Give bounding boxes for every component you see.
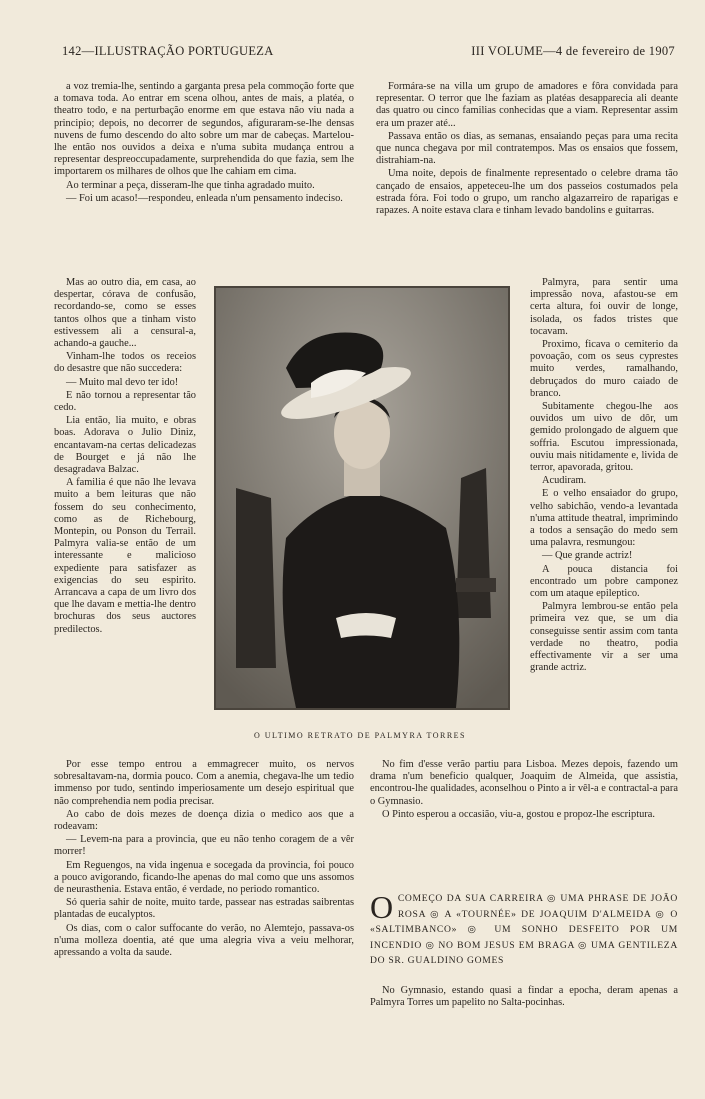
paragraph: Formára-se na villa um grupo de amadores e fôra convidada para representar. O terror que lhe faziam as platéas desapparecia ali deante das quatro ou cinco familias conhecidas que a viam. Representar assim era um prazer até... [376, 81, 678, 129]
paragraph: — Levem-na para a provincia, que eu não tenho coragem de a vêr morrer! [54, 834, 354, 858]
paragraph: — Que grande actriz! [542, 550, 633, 562]
paragraph: No fim d'esse verão partiu para Lisboa. Mezes depois, fazendo um drama n'um beneficio qualquer, Joaquim de Almeida, que assistia, encontrou-lhe qualidades, aconselhou o Pinto a ir vêl-a e contractal-a para o Gymnasio. [370, 759, 678, 807]
text-column-left-narrow [54, 277, 196, 637]
paragraph: Proximo, ficava o cemiterio da povoação, com os seus cyprestes muito verdes, ramalhando, debruçados do muro caiado de branco. [530, 339, 678, 399]
paragraph: — Muito mal devo ter ido! [66, 376, 179, 388]
paragraph: Vinham-lhe todos os receios do desastre que não succedera: [54, 351, 196, 375]
paragraph: — Foi um acaso!—respondeu, enleada n'um pensamento indeciso. [66, 192, 343, 204]
paragraph: Por esse tempo entrou a emmagrecer muito, os nervos sobresaltavam-na, dormia pouco. Com a anemia, chegava-lhe um tedio immenso por tudo, sentindo imperiosamente um desejo espiritual que não comprehendia nem podia precisar. [54, 759, 354, 807]
paragraph: Ao cabo de dois mezes de doença dizia o medico aos que a rodeavam: [54, 808, 354, 833]
text-column-right-bottom [370, 759, 678, 822]
paragraph: A familia é que não lhe levava muito a bem leituras que não fossem do seu conhecimento, como as de Richebourg, Montepin, ou Ponson du Terrail. Palmyra valia-se então de um interessante e malicioso expediente para satisfazer as exigencias do seu espirito. Arrancava a capa de um livro dos que lhe davam e mettia-lhe dentro brochuras dos seus auctores predilectos. [54, 477, 196, 635]
paragraph: Lia então, lia muito, e obras boas. Adorava o Julio Diniz, encantavam-na certas delicadezas de Bourget e já não lhe desagradava Balzac. [54, 415, 196, 476]
paragraph: Os dias, com o calor suffocante do verão, no Alemtejo, passava-os n'uma molleza doentia, até que uma alegria viva a veiu melhorar, apressando a volta da saude. [54, 922, 354, 959]
portrait-illustration [216, 288, 508, 708]
paragraph: Mas ao outro dia, em casa, ao despertar, córava de confusão, recordando-se, como se esses tantos olhos que a tinham visto estivessem ali a censural-a, achando-a gauche... [54, 277, 196, 350]
summary-dropcap: O [370, 889, 394, 925]
paragraph: a voz tremia-lhe, sentindo a garganta presa pela commoção forte que a tomava toda. Ao entrar em scena olhou, antes de mais, a platéa, o theatro todo, e na perturbação enorme em que estava não viu nada a principio; depois, no decorrer de segundos, afiguraram-se-lhe densas nuvens de fumo descendo do alto sobre um mar de cabeças. Martelou-lhe então nos ouvidos a deixa e n'uma subita mudança entrou a representar despreoccupadamente, surprehendida do que fazia, sem lhe importarem os milhares de olhos que lhe cahiam em cima. [54, 81, 354, 178]
paragraph: Uma noite, depois de finalmente representado o celebre drama tão cançado de ensaios, appeteceu-lhe um dos passeios costumados pela estrada fóra. Foi todo o grupo, um rancho algazarreiro de raparigas e rapazes. A noite estava clara e tinham levado bandolins e guitarras. [376, 168, 678, 217]
chapter-summary [370, 891, 678, 969]
paragraph: No Gymnasio, estando quasi a findar a epocha, deram apenas a Palmyra Torres um papelito no Salta-pocinhas. [370, 985, 678, 1009]
portrait-photo [214, 286, 510, 710]
paragraph: Acudiram. [542, 475, 587, 487]
text-column-right-narrow [530, 277, 678, 676]
paragraph: Só queria sahir de noite, muito tarde, passear nas estradas saibrentas plantadas de eucalyptos. [54, 897, 354, 921]
paragraph: Passava então os dias, as semanas, ensaiando peças para uma recita que nunca chegava por mil contratempos. Mas os ensaios que fossem, distrahiam-na. [376, 130, 678, 167]
paragraph: E não tornou a representar tão cedo. [54, 389, 196, 414]
paragraph: Palmyra lembrou-se então pela primeira vez que, se um dia conseguisse sentir assim com tanta verdade no theatro, podia effectivamente vir a ser uma grande actriz. [530, 601, 678, 674]
photo-caption: O ULTIMO RETRATO DE PALMYRA TORRES [254, 731, 466, 740]
paragraph: Ao terminar a peça, disseram-lhe que tinha agradado muito. [66, 179, 315, 191]
text-column-left-bottom [54, 759, 354, 960]
text-column-left-top [54, 81, 354, 206]
summary-text: COMEÇO DA SUA CARREIRA ◎ UMA PHRASE DE JOÃO ROSA ◎ A «TOURNÉE» DE JOAQUIM D'ALMEIDA ◎ O «SALTIMBANCO» ◎ UM SONHO DESFEITO POR UM INCENDIO ◎ NO BOM JESUS EM BRAGA ◎ UMA GENTILEZA DO SR. GUALDINO GOMES [370, 893, 678, 966]
paragraph: E o velho ensaiador do grupo, velho sabichão, vendo-a levantada n'uma attitude theatral, imprimindo a todos a sensação do medo sem uma palavra, resmungou: [530, 488, 678, 549]
page-header-title: 142—ILLUSTRAÇÃO PORTUGUEZA [62, 44, 274, 58]
page-header-date: III VOLUME—4 de fevereiro de 1907 [471, 44, 675, 58]
text-column-right-final [370, 985, 678, 1010]
paragraph: O Pinto esperou a occasião, viu-a, gostou e propoz-lhe escriptura. [382, 808, 655, 820]
paragraph: Em Reguengos, na vida ingenua e socegada da provincia, foi pouco a pouco avigorando, ficando-lhe apenas do mal como que uns assomos de neurasthenia. Estava então, é verdade, no periodo romantico. [54, 859, 354, 896]
text-column-right-top [376, 81, 678, 218]
paragraph: Subitamente chegou-lhe aos ouvidos um uivo de dôr, um gemido prolongado de alguem que soffria. Escutou impressionada, ouviu mais nitidamente e, livida de terror, apavorada, gritou. [530, 401, 678, 474]
paragraph: A pouca distancia foi encontrado um pobre camponez com um ataque epileptico. [530, 563, 678, 600]
paragraph: Palmyra, para sentir uma impressão nova, afastou-se em certa altura, foi ouvir de longe, isolada, os fados tristes que tocavam. [530, 277, 678, 337]
